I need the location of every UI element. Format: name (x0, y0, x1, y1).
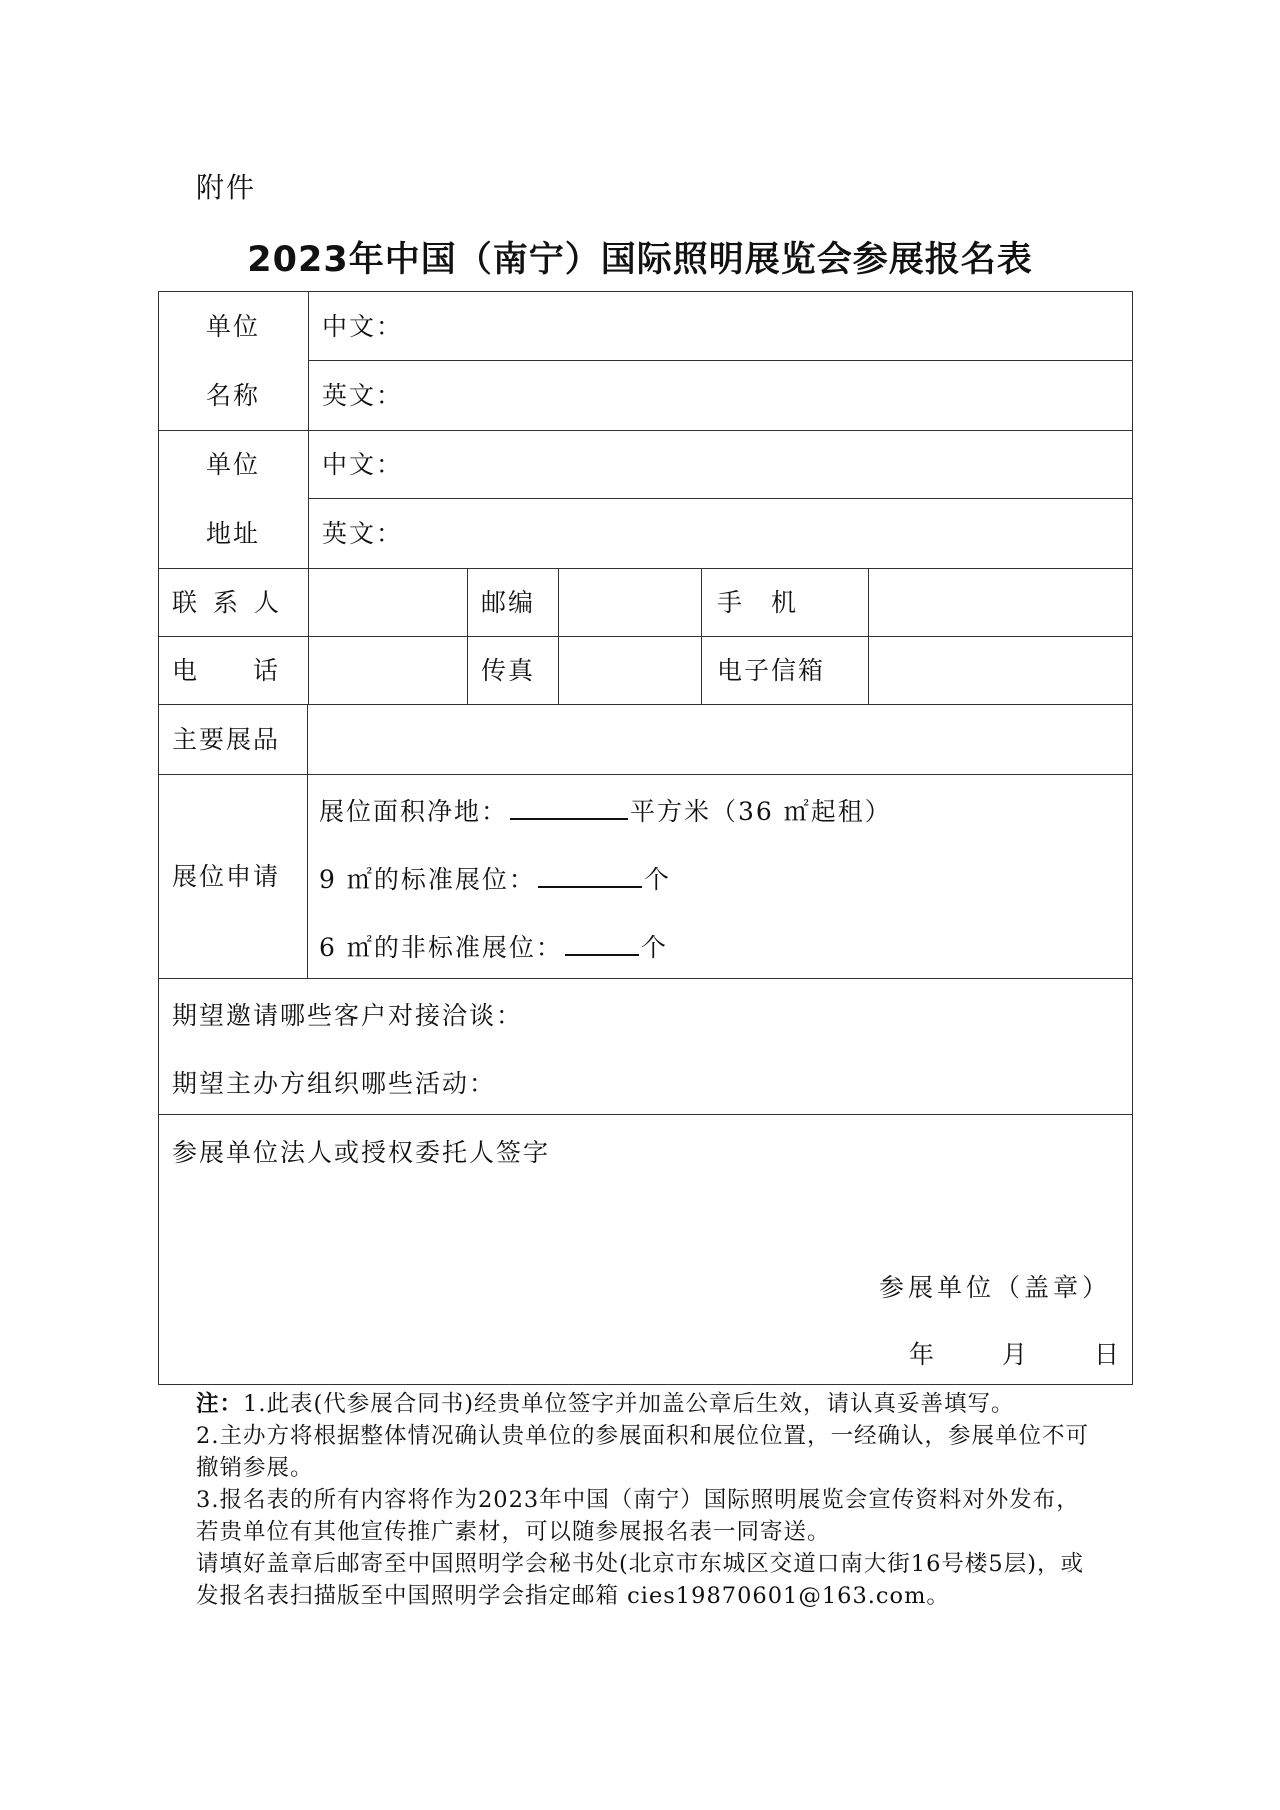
divider (159, 1114, 1132, 1115)
signature-label: 参展单位法人或授权委托人签字 (172, 1138, 551, 1167)
main-exhibits-input[interactable] (320, 717, 1120, 765)
nonstandard-booth-prefix: 6 ㎡的非标准展位： (319, 933, 563, 962)
nonstandard-booth-input[interactable] (565, 932, 639, 956)
phone-label: 电 话 (172, 656, 281, 685)
company-name-english-field[interactable]: 英文： (322, 381, 404, 410)
company-name-chinese-field[interactable]: 中文： (322, 312, 404, 341)
nonstandard-booth-suffix: 个 (640, 933, 668, 962)
booth-application-label: 展位申请 (172, 862, 281, 891)
fax-input[interactable] (571, 658, 699, 698)
date-month: 月 (1002, 1340, 1030, 1369)
divider (159, 978, 1132, 979)
notes-section (196, 1388, 1096, 1612)
standard-booth-line (319, 864, 671, 892)
mobile-label: 手 机 (717, 588, 799, 617)
divider (467, 568, 468, 704)
postcode-label: 邮编 (481, 588, 536, 617)
postcode-input[interactable] (571, 590, 699, 630)
company-name-label-1: 单位 (206, 312, 261, 341)
fax-label: 传真 (481, 656, 536, 685)
divider (159, 636, 1132, 637)
phone-input[interactable] (320, 658, 465, 698)
divider (308, 568, 309, 704)
divider (159, 568, 1132, 569)
signature-area[interactable] (172, 1172, 1112, 1262)
divider (159, 774, 1132, 775)
divider (307, 704, 308, 978)
main-exhibits-label: 主要展品 (172, 725, 281, 754)
address-english-field[interactable]: 英文： (322, 519, 404, 548)
standard-booth-suffix: 个 (643, 865, 671, 894)
standard-booth-input[interactable] (538, 864, 642, 888)
raw-space-input[interactable] (510, 796, 628, 820)
date-day: 日 (1094, 1340, 1122, 1369)
contact-person-label: 联 系 人 (172, 588, 283, 617)
divider (558, 568, 559, 704)
date-year: 年 (909, 1340, 937, 1369)
email-label: 电子信箱 (717, 656, 826, 685)
registration-form-table (158, 291, 1133, 1385)
address-chinese-field[interactable]: 中文： (322, 450, 404, 479)
company-name-label-2: 名称 (206, 381, 261, 410)
activities-question: 期望主办方组织哪些活动： (172, 1069, 497, 1098)
standard-booth-prefix: 9 ㎡的标准展位： (319, 865, 536, 894)
nonstandard-booth-line (319, 932, 668, 960)
seal-label: 参展单位（盖章） (879, 1273, 1112, 1302)
divider (868, 568, 869, 704)
note-4: 请填好盖章后邮寄至中国照明学会秘书处(北京市东城区交道口南大街16号楼5层)，或发报名表扫描版至中国照明学会指定邮箱 cies19870601@163.com。 (196, 1551, 1085, 1609)
email-input[interactable] (881, 658, 1121, 698)
note-3: 3.报名表的所有内容将作为2023年中国（南宁）国际照明展览会宣传资料对外发布，若贵单位有其他宣传推广素材，可以随参展报名表一同寄送。 (196, 1487, 1080, 1545)
divider (308, 498, 1132, 499)
raw-space-prefix: 展位面积净地： (319, 797, 509, 826)
notes-prefix: 注： (196, 1391, 244, 1417)
divider (308, 292, 309, 568)
clients-question: 期望邀请哪些客户对接洽谈： (172, 1001, 524, 1030)
address-label-1: 单位 (206, 450, 261, 479)
divider (159, 430, 1132, 431)
mobile-input[interactable] (881, 590, 1121, 630)
divider (159, 704, 1132, 705)
page-title: 2023年中国（南宁）国际照明展览会参展报名表 (247, 240, 1033, 280)
attachment-label: 附件 (196, 171, 257, 204)
divider (701, 568, 702, 704)
address-label-2: 地址 (206, 519, 261, 548)
divider (308, 360, 1132, 361)
note-2: 2.主办方将根据整体情况确认贵单位的参展面积和展位位置，一经确认，参展单位不可撤销参展。 (196, 1423, 1089, 1481)
contact-person-input[interactable] (320, 590, 465, 630)
note-1: 注：1.此表(代参展合同书)经贵单位签字并加盖公章后生效，请认真妥善填写。 (196, 1391, 1015, 1417)
raw-space-suffix: 平方米（36 ㎡起租） (630, 797, 892, 826)
raw-space-line (319, 796, 892, 824)
